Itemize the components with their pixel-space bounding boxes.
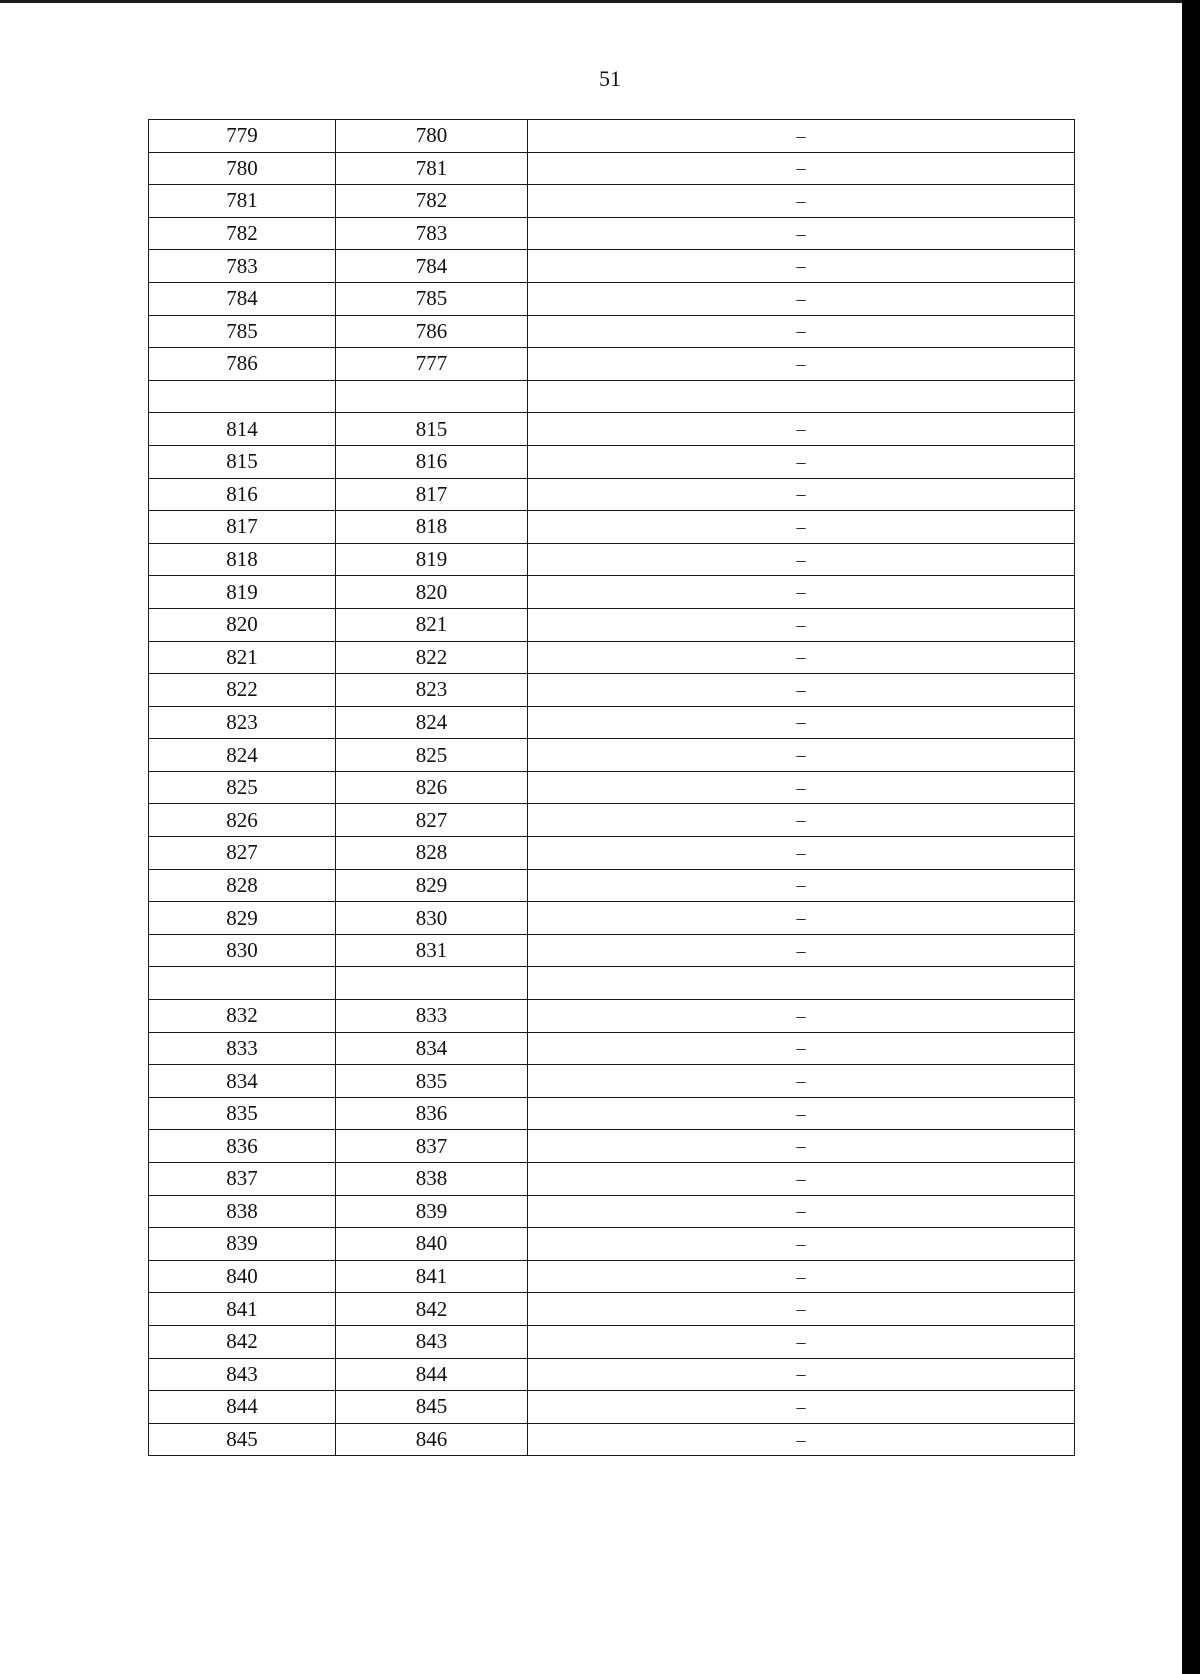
to-cell: 822: [336, 641, 528, 674]
from-cell: 841: [149, 1293, 336, 1326]
to-cell: 820: [336, 576, 528, 609]
table-row: [149, 739, 1075, 772]
table-row: [149, 478, 1075, 511]
value-cell: –: [528, 120, 1075, 153]
table-row: [149, 1358, 1075, 1391]
from-cell: 814: [149, 413, 336, 446]
value-cell: –: [528, 1032, 1075, 1065]
to-cell: 841: [336, 1260, 528, 1293]
to-cell: 834: [336, 1032, 528, 1065]
value-cell: –: [528, 1000, 1075, 1033]
table-row: [149, 1228, 1075, 1261]
value-cell: –: [528, 608, 1075, 641]
to-cell: 826: [336, 771, 528, 804]
value-cell: –: [528, 152, 1075, 185]
to-cell: [336, 967, 528, 1000]
from-cell: 826: [149, 804, 336, 837]
to-cell: 825: [336, 739, 528, 772]
value-cell: –: [528, 771, 1075, 804]
table-row: [149, 706, 1075, 739]
to-cell: 824: [336, 706, 528, 739]
value-cell: –: [528, 804, 1075, 837]
table-row: [149, 902, 1075, 935]
table-row: [149, 282, 1075, 315]
to-cell: 781: [336, 152, 528, 185]
value-cell: [528, 967, 1075, 1000]
value-cell: –: [528, 1293, 1075, 1326]
from-cell: 780: [149, 152, 336, 185]
from-cell: 785: [149, 315, 336, 348]
from-cell: 781: [149, 185, 336, 218]
to-cell: 836: [336, 1097, 528, 1130]
from-cell: 840: [149, 1260, 336, 1293]
table-row: [149, 348, 1075, 381]
table-body: [149, 120, 1075, 1456]
value-cell: –: [528, 1260, 1075, 1293]
value-cell: –: [528, 706, 1075, 739]
table-row: [149, 1097, 1075, 1130]
table-row: [149, 250, 1075, 283]
value-cell: –: [528, 576, 1075, 609]
to-cell: 784: [336, 250, 528, 283]
from-cell: 779: [149, 120, 336, 153]
from-cell: 820: [149, 608, 336, 641]
from-cell: 845: [149, 1423, 336, 1456]
to-cell: 831: [336, 934, 528, 967]
table-row: [149, 967, 1075, 1000]
value-cell: –: [528, 282, 1075, 315]
value-cell: –: [528, 1163, 1075, 1196]
value-cell: [528, 380, 1075, 413]
to-cell: 815: [336, 413, 528, 446]
table-row: [149, 217, 1075, 250]
value-cell: –: [528, 641, 1075, 674]
from-cell: 817: [149, 511, 336, 544]
scan-top-border: [0, 0, 1182, 3]
table-row: [149, 543, 1075, 576]
table-row: [149, 1293, 1075, 1326]
table-row: [149, 1195, 1075, 1228]
table-row: [149, 771, 1075, 804]
to-cell: 817: [336, 478, 528, 511]
from-cell: 835: [149, 1097, 336, 1130]
to-cell: 785: [336, 282, 528, 315]
table-row: [149, 315, 1075, 348]
value-cell: –: [528, 1391, 1075, 1424]
to-cell: 821: [336, 608, 528, 641]
table-row: [149, 1391, 1075, 1424]
from-cell: 824: [149, 739, 336, 772]
value-cell: –: [528, 739, 1075, 772]
from-cell: 842: [149, 1325, 336, 1358]
table-row: [149, 576, 1075, 609]
table-row: [149, 1325, 1075, 1358]
to-cell: [336, 380, 528, 413]
to-cell: 830: [336, 902, 528, 935]
table-row: [149, 380, 1075, 413]
from-cell: 836: [149, 1130, 336, 1163]
table-row: [149, 1000, 1075, 1033]
to-cell: 839: [336, 1195, 528, 1228]
from-cell: 833: [149, 1032, 336, 1065]
value-cell: –: [528, 837, 1075, 870]
from-cell: 830: [149, 934, 336, 967]
from-cell: 829: [149, 902, 336, 935]
from-cell: 815: [149, 445, 336, 478]
value-cell: –: [528, 478, 1075, 511]
from-cell: 839: [149, 1228, 336, 1261]
from-cell: 825: [149, 771, 336, 804]
to-cell: 782: [336, 185, 528, 218]
from-cell: 827: [149, 837, 336, 870]
table-row: [149, 804, 1075, 837]
value-cell: –: [528, 250, 1075, 283]
value-cell: –: [528, 1423, 1075, 1456]
data-table: [148, 119, 1075, 1456]
value-cell: –: [528, 445, 1075, 478]
to-cell: 828: [336, 837, 528, 870]
to-cell: 823: [336, 674, 528, 707]
to-cell: 816: [336, 445, 528, 478]
from-cell: [149, 967, 336, 1000]
from-cell: 823: [149, 706, 336, 739]
value-cell: –: [528, 934, 1075, 967]
value-cell: –: [528, 413, 1075, 446]
from-cell: 816: [149, 478, 336, 511]
from-cell: 837: [149, 1163, 336, 1196]
from-cell: 786: [149, 348, 336, 381]
table-row: [149, 511, 1075, 544]
table-row: [149, 1163, 1075, 1196]
from-cell: 782: [149, 217, 336, 250]
from-cell: 822: [149, 674, 336, 707]
table-row: [149, 641, 1075, 674]
table-row: [149, 120, 1075, 153]
to-cell: 844: [336, 1358, 528, 1391]
value-cell: –: [528, 1097, 1075, 1130]
to-cell: 840: [336, 1228, 528, 1261]
to-cell: 786: [336, 315, 528, 348]
table-row: [149, 1130, 1075, 1163]
to-cell: 783: [336, 217, 528, 250]
table-row: [149, 1032, 1075, 1065]
table-row: [149, 445, 1075, 478]
table-row: [149, 152, 1075, 185]
to-cell: 842: [336, 1293, 528, 1326]
value-cell: –: [528, 902, 1075, 935]
value-cell: –: [528, 217, 1075, 250]
from-cell: 828: [149, 869, 336, 902]
from-cell: 819: [149, 576, 336, 609]
value-cell: –: [528, 1325, 1075, 1358]
from-cell: 838: [149, 1195, 336, 1228]
table-row: [149, 413, 1075, 446]
table-row: [149, 1260, 1075, 1293]
value-cell: –: [528, 543, 1075, 576]
to-cell: 829: [336, 869, 528, 902]
from-cell: 832: [149, 1000, 336, 1033]
value-cell: –: [528, 315, 1075, 348]
to-cell: 780: [336, 120, 528, 153]
table-row: [149, 608, 1075, 641]
table-row: [149, 185, 1075, 218]
to-cell: 838: [336, 1163, 528, 1196]
scan-right-edge: [1182, 0, 1200, 1674]
table-row: [149, 1065, 1075, 1098]
from-cell: 834: [149, 1065, 336, 1098]
table-row: [149, 1423, 1075, 1456]
from-cell: 784: [149, 282, 336, 315]
value-cell: –: [528, 511, 1075, 544]
from-cell: 844: [149, 1391, 336, 1424]
to-cell: 837: [336, 1130, 528, 1163]
from-cell: 783: [149, 250, 336, 283]
to-cell: 835: [336, 1065, 528, 1098]
from-cell: [149, 380, 336, 413]
table-row: [149, 674, 1075, 707]
to-cell: 827: [336, 804, 528, 837]
to-cell: 846: [336, 1423, 528, 1456]
value-cell: –: [528, 1195, 1075, 1228]
to-cell: 833: [336, 1000, 528, 1033]
to-cell: 777: [336, 348, 528, 381]
value-cell: –: [528, 185, 1075, 218]
table-row: [149, 837, 1075, 870]
value-cell: –: [528, 1065, 1075, 1098]
from-cell: 821: [149, 641, 336, 674]
value-cell: –: [528, 1228, 1075, 1261]
to-cell: 843: [336, 1325, 528, 1358]
value-cell: –: [528, 1358, 1075, 1391]
from-cell: 843: [149, 1358, 336, 1391]
value-cell: –: [528, 674, 1075, 707]
value-cell: –: [528, 348, 1075, 381]
value-cell: –: [528, 869, 1075, 902]
to-cell: 845: [336, 1391, 528, 1424]
to-cell: 818: [336, 511, 528, 544]
page-number: 51: [599, 66, 621, 91]
value-cell: –: [528, 1130, 1075, 1163]
from-cell: 818: [149, 543, 336, 576]
table-row: [149, 934, 1075, 967]
to-cell: 819: [336, 543, 528, 576]
table-row: [149, 869, 1075, 902]
